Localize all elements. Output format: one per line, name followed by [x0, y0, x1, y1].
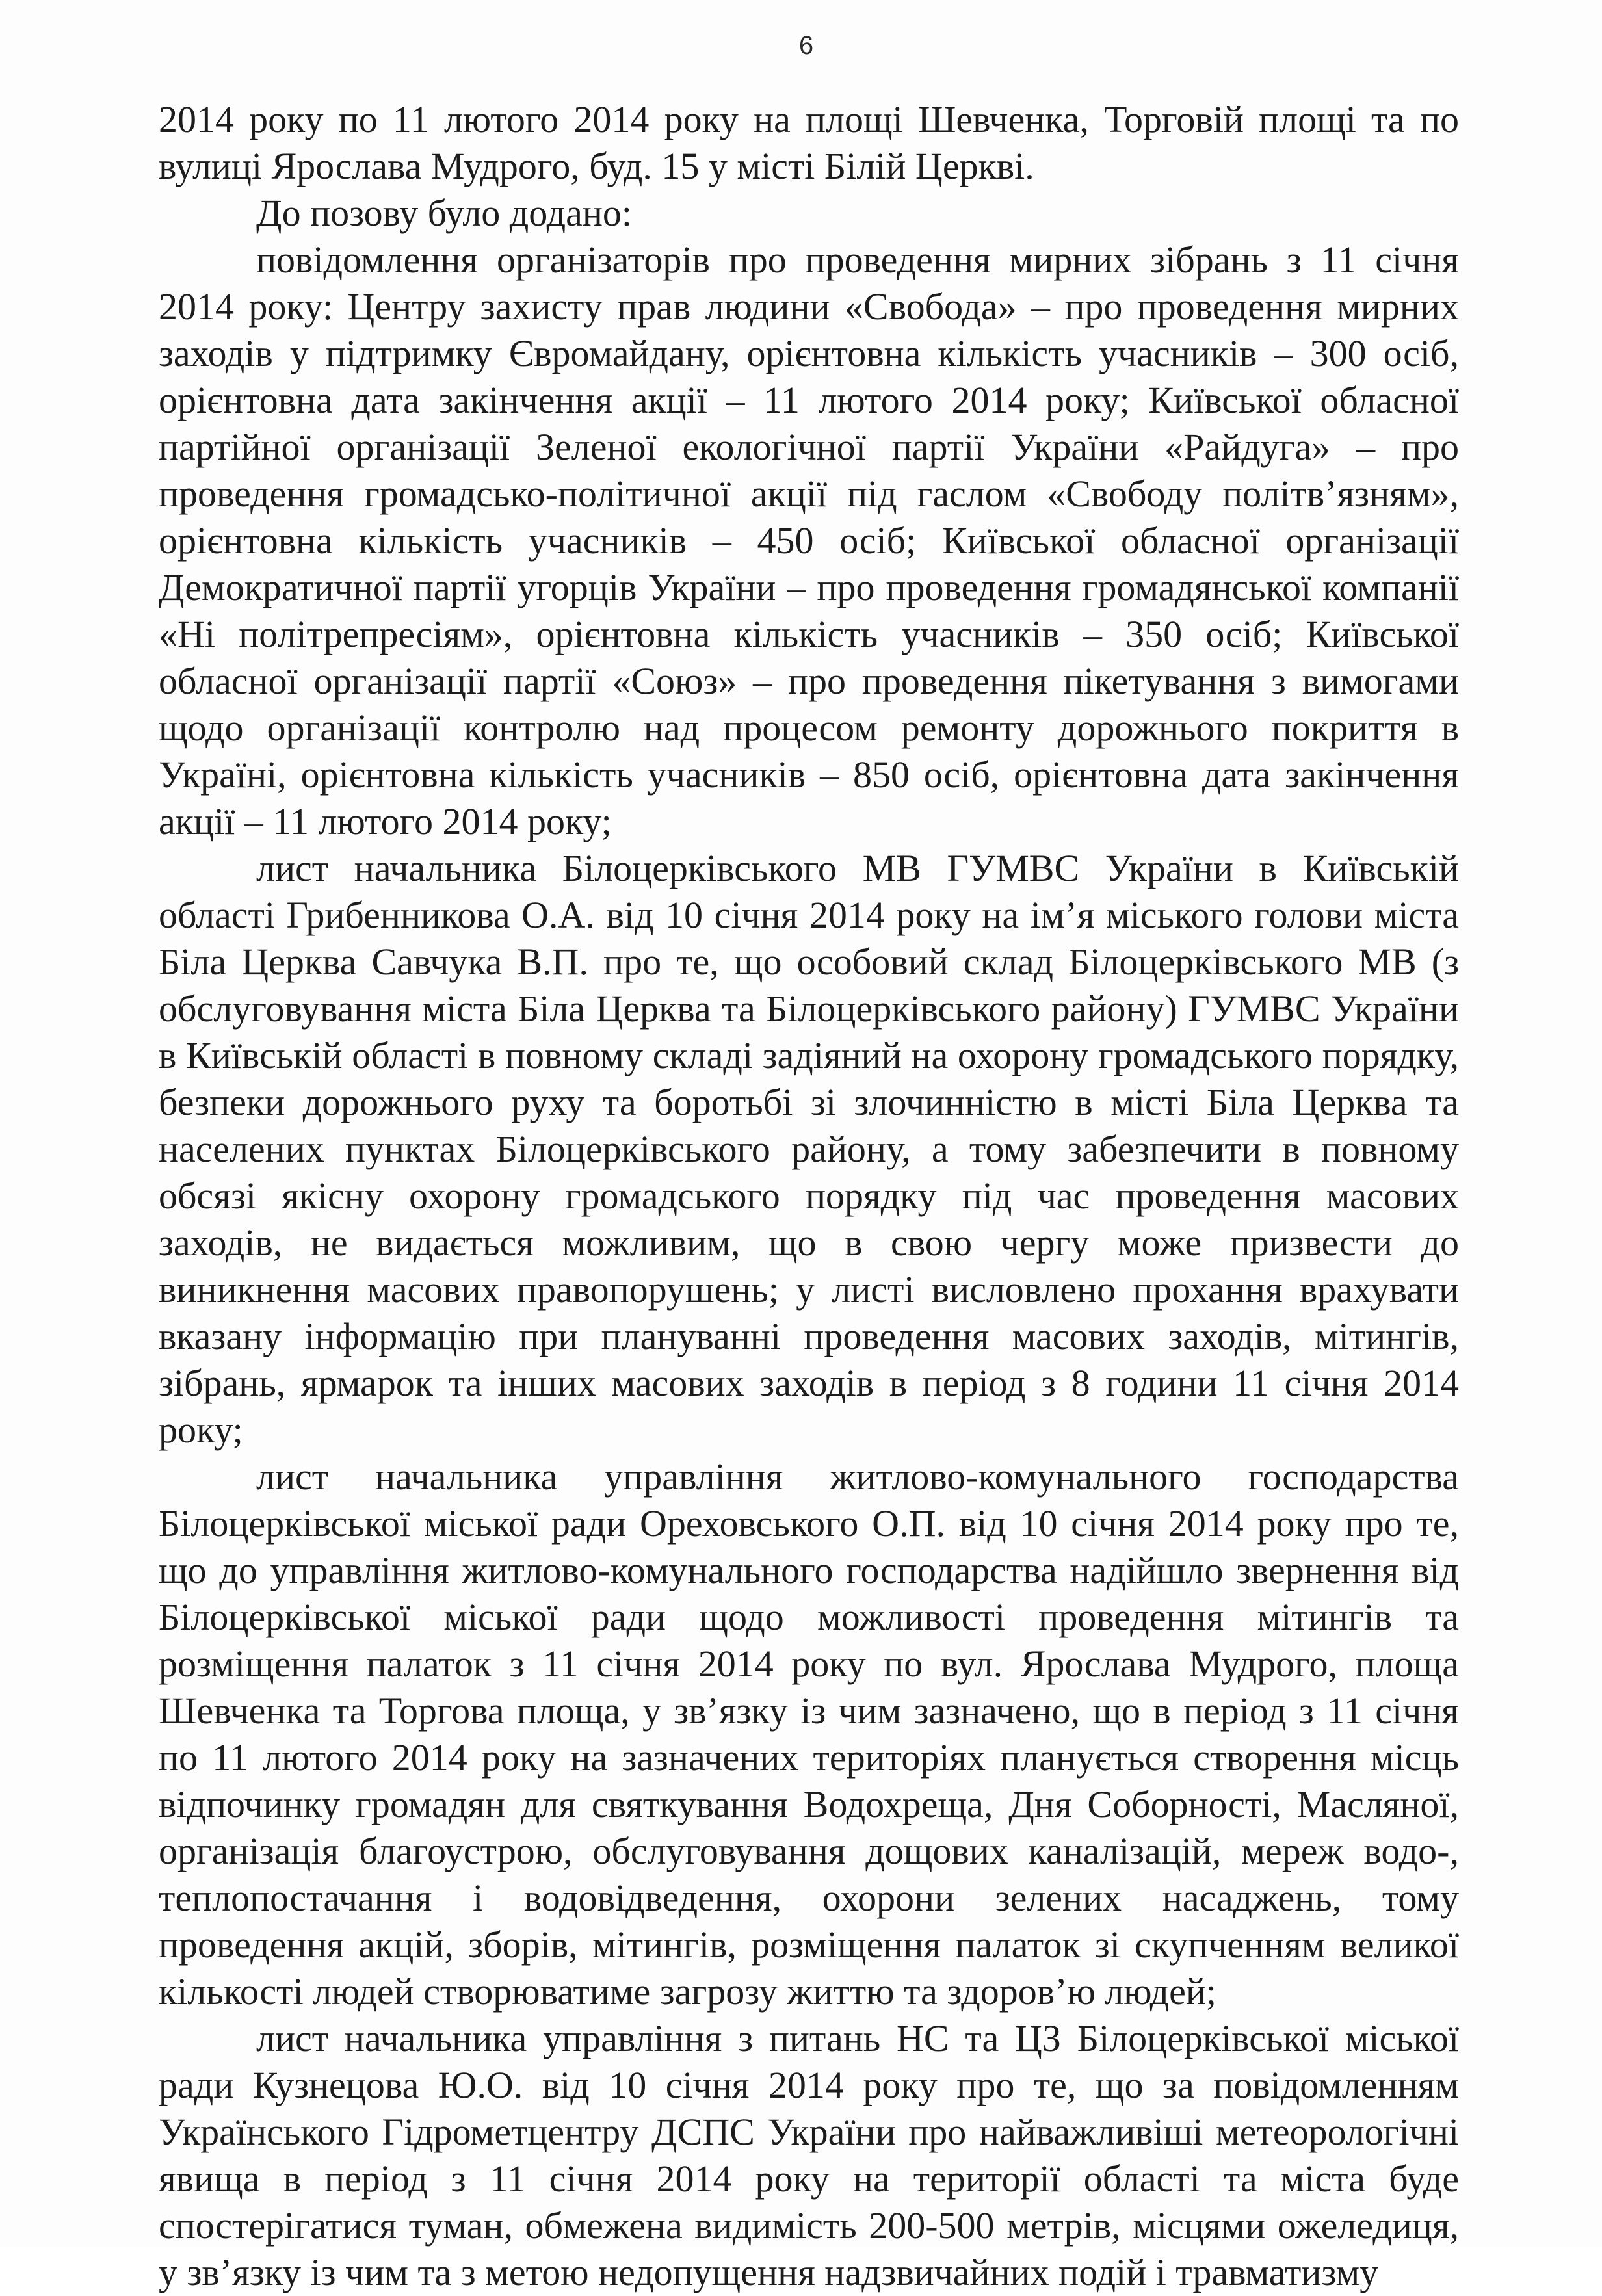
- page-number: 6: [798, 31, 814, 60]
- document-body: [159, 96, 1459, 2296]
- paragraph-emergency-letter: лист начальника управління з питань НС та ЦЗ Білоцерківської міської ради Кузнецова Ю.О. від 10 січня 2014 року про те, що за повідомленням Українського Гідрометцентру ДСПС України про найважливіші метеорологічні явища в період з 11 січня 2014 року на території області та міста буде спостерігатися туман, обмежена видимість 200-500 метрів, місцями ожеледиця, у зв’язку із чим та з метою недопущення надзвичайних подій і травматизму: [159, 2017, 1459, 2293]
- paragraph-continuation: 2014 року по 11 лютого 2014 року на площі Шевченка, Торговій площі та по вулиці Ярослава Мудрого, буд. 15 у місті Білій Церкві.: [159, 98, 1459, 187]
- paragraph-attachments-intro: До позову було додано:: [256, 192, 633, 234]
- paragraph-organizers-notices: повідомлення організаторів про проведення мирних зібрань з 11 січня 2014 року: Центру захисту прав людини «Свобода» – про проведення мирних заходів у підтримку Євромайдану, орієнтовна кількість учасників – 300 осіб, орієнтовна дата закінчення акції – 11 лютого 2014 року; Київської обласної партійної організації Зеленої екологічної партії України «Райдуга» – про проведення громадсько-політичної акції під гаслом «Свободу політв’язням», орієнтовна кількість учасників – 450 осіб; Київської обласної організації Демократичної партії угорців України – про проведення громадянської компанії «Ні політрепресіям», орієнтовна кількість учасників – 350 осіб; Київської обласної організації партії «Союз» – про проведення пікетування з вимогами щодо організації контролю над процесом ремонту дорожнього покриття в Україні, орієнтовна кількість учасників – 850 осіб, орієнтовна дата закінчення акції – 11 лютого 2014 року;: [159, 239, 1459, 842]
- paragraph-housing-letter: лист начальника управління житлово-комунального господарства Білоцерківської міської ради Ореховського О.П. від 10 січня 2014 року про те, що до управління житлово-комунального господарства надійшло звернення від Білоцерківської міської ради щодо можливості проведення мітингів та розміщення палаток з 11 січня 2014 року по вул. Ярослава Мудрого, площа Шевченка та Торгова площа, у зв’язку із чим зазначено, що в період з 11 січня по 11 лютого 2014 року на зазначених територіях планується створення місць відпочинку громадян для святкування Водохреща, Дня Соборності, Масляної, організація благоустрою, обслуговування дощових каналізацій, мереж водо-, теплопостачання і водовідведення, охорони зелених насаджень, тому проведення акцій, зборів, мітингів, розміщення палаток зі скупченням великої кількості людей створюватиме загрозу життю та здоров’ю людей;: [159, 1455, 1459, 2013]
- paragraph-police-letter: лист начальника Білоцерківського МВ ГУМВС України в Київській області Грибенникова О.А. від 10 січня 2014 року на ім’я міського голови міста Біла Церква Савчука В.П. про те, що особовий склад Білоцерківського МВ (з обслуговування міста Біла Церква та Білоцерківського району) ГУМВС України в Київській області в повному складі задіяний на охорону громадського порядку, безпеки дорожнього руху та боротьбі зі злочинністю в місті Біла Церква та населених пунктах Білоцерківського району, а тому забезпечити в повному обсязі якісну охорону громадського порядку під час проведення масових заходів, не видається можливим, що в свою чергу може призвести до виникнення масових правопорушень; у листі висловлено прохання врахувати вказану інформацію при плануванні проведення масових заходів, мітингів, зібрань, ярмарок та інших масових заходів в період з 8 години 11 січня 2014 року;: [159, 847, 1459, 1451]
